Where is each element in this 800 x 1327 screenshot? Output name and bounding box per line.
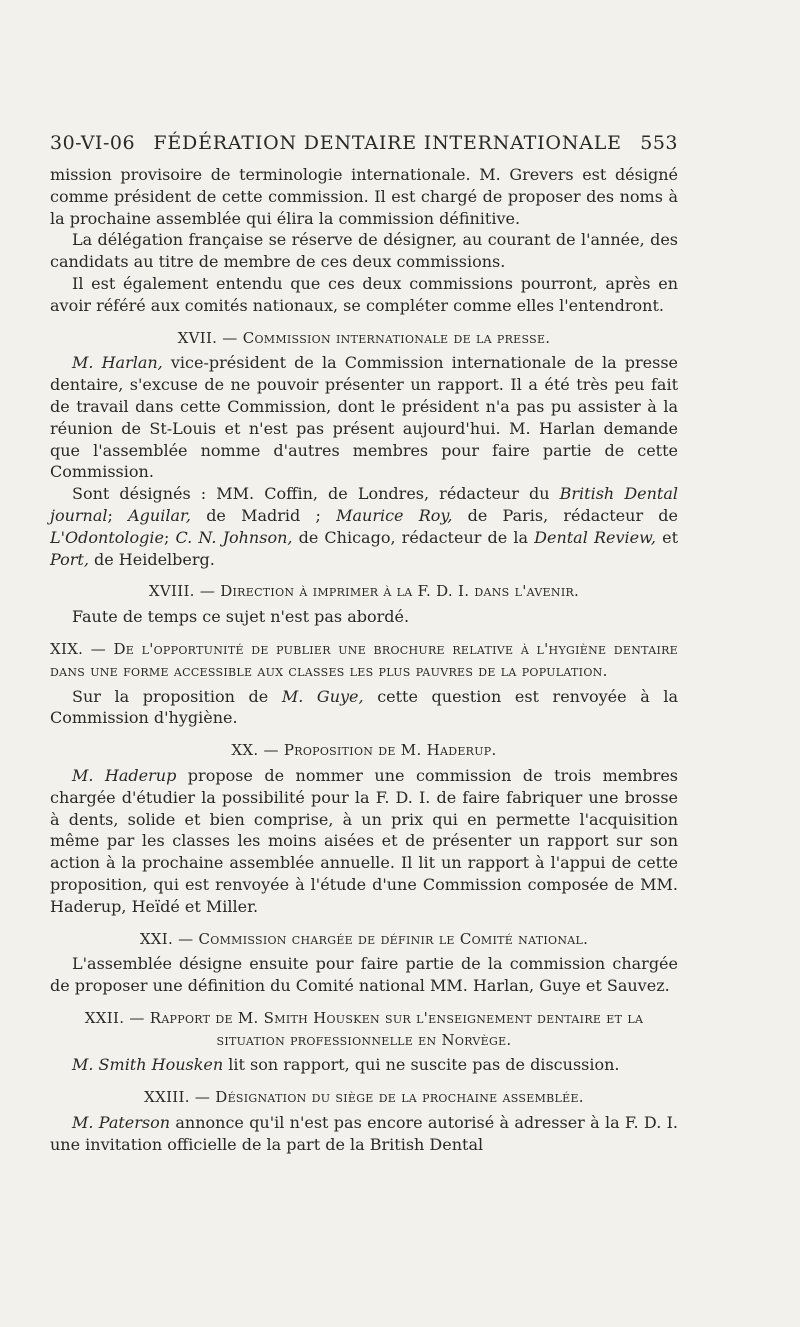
- paragraph: Sur la proposition de M. Guye, cette question est renvoyée à la Commission d'hygiène.: [50, 686, 679, 728]
- paragraph: Sont désignés : MM. Coffin, de Londres, rédacteur du British Dental journal; Aguilar, de Madrid ; Maurice Roy, de Paris, rédacteur de L'Odontologie; C. N. Johnson, de Chicago, rédacteur de la Dental Review, et Port, de Heidelberg.: [50, 484, 679, 569]
- paragraph: Il est également entendu que ces deux commissions pourront, après en avoir référé aux comités nationaux, se compléter comme elles l'entendront.: [50, 273, 678, 315]
- paragraph: M. Harlan, vice-président de la Commission internationale de la presse dentaire, s'excuse de ne pouvoir présenter un rapport. Il a été très peu fait de travail dans cette Commission, dont le président n'a pas pu assister à la réunion de St-Louis et n'est pas présent aujourd'hui. M. Harlan demande que l'assemblée nomme d'autres membres pour faire partie de cette Commission.: [50, 353, 679, 482]
- section-heading-xix: XIX. — De l'opportunité de publier une brochure relative à l'hygiène dentaire dans une forme accessible aux classes les plus pauvres de la population.: [50, 639, 678, 680]
- person-name: Maurice Roy,: [336, 505, 453, 525]
- section-heading-xxi: XXI. — Commission chargée de définir le Comité national.: [139, 929, 589, 948]
- person-name: M. Guye,: [281, 686, 364, 706]
- section-heading-xx: XX. — Proposition de M. Haderup.: [231, 741, 497, 760]
- section-heading-xviii: XVIII. — Direction à imprimer à la F. D. I. dans l'avenir.: [148, 582, 580, 601]
- paragraph: mission provisoire de terminologie internationale. M. Grevers est désigné comme président de cette commission. Il est chargé de proposer des noms à la prochaine assemblée qui élira la commission définitive.: [50, 165, 678, 228]
- header-title: FÉDÉRATION DENTAIRE INTERNATIONALE: [153, 132, 622, 154]
- journal-title: Dental Review,: [534, 527, 656, 547]
- section-heading-xxiii: XXIII. — Désignation du siège de la prochaine assemblée.: [144, 1088, 584, 1107]
- journal-title: British Dental journal: [50, 484, 679, 525]
- running-header: [50, 132, 678, 154]
- section-heading-xxii: XXII. — Rapport de M. Smith Housken sur l'enseignement dentaire et la situation professionnelle en Norvège.: [84, 1008, 644, 1049]
- paragraph: L'assemblée désigne ensuite pour faire partie de la commission chargée de proposer une définition du Comité national MM. Harlan, Guye et Sauvez.: [50, 954, 678, 996]
- person-name: M. Harlan,: [72, 353, 163, 373]
- page-number: 553: [640, 132, 678, 154]
- paragraph: La délégation française se réserve de désigner, au courant de l'année, des candidats au titre de membre de ces deux commissions.: [50, 230, 678, 272]
- paragraph: M. Paterson annonce qu'il n'est pas encore autorisé à adresser à la F. D. I. une invitation officielle de la part de la British Dental: [50, 1113, 678, 1154]
- person-name: M. Paterson: [72, 1113, 171, 1133]
- person-name: Port,: [50, 549, 89, 569]
- header-date: 30-VI-06: [50, 132, 136, 154]
- paragraph: M. Smith Housken lit son rapport, qui ne suscite pas de discussion.: [72, 1055, 620, 1075]
- person-name: Aguilar,: [128, 505, 191, 525]
- body-text: [50, 164, 678, 1156]
- paragraph: Faute de temps ce sujet n'est pas abordé.: [72, 607, 410, 627]
- journal-title: L'Odontologie: [50, 527, 164, 547]
- section-heading-xvii: XVII. — Commission internationale de la presse.: [177, 328, 551, 347]
- person-name: M. Smith Housken: [72, 1055, 224, 1075]
- person-name: C. N. Johnson,: [175, 527, 293, 547]
- paragraph: M. Haderup propose de nommer une commission de trois membres chargée d'étudier la possibilité pour la F. D. I. de faire fabriquer une brosse à dents, solide et bien comprise, à un prix qui en permette l'acquisition même par les classes les moins aisées et de présenter un rapport sur son action à la prochaine assemblée annuelle. Il lit un rapport à l'appui de cette proposition, qui est renvoyée à l'étude d'une Commission composée de MM. Haderup, Heïdé et Miller.: [50, 765, 679, 916]
- person-name: M. Haderup: [72, 765, 177, 785]
